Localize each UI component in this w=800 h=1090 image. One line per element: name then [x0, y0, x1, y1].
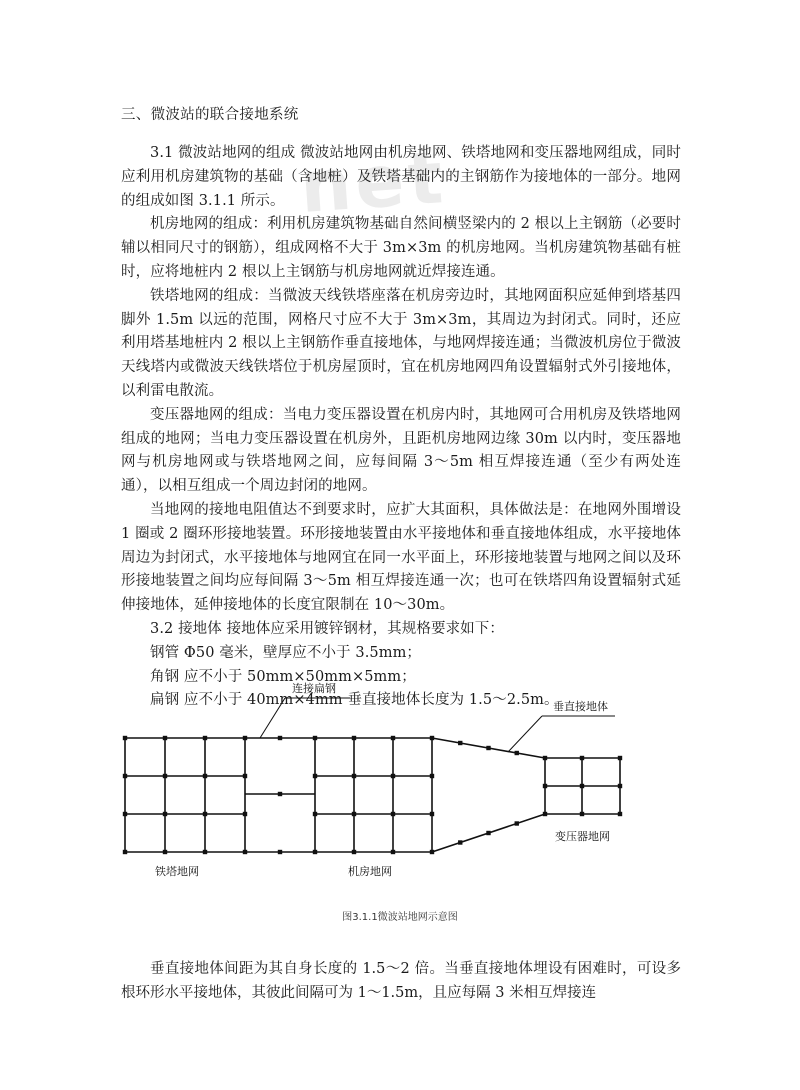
electrode-marker — [313, 774, 317, 778]
electrode-marker — [430, 850, 434, 854]
electrode-marker — [580, 812, 584, 816]
tower-grid — [125, 738, 245, 852]
electrode-marker — [618, 784, 622, 788]
electrode-marker — [430, 736, 434, 740]
paragraph: 3.2 接地体 接地体应采用镀锌钢材，其规格要求如下： — [150, 620, 504, 637]
electrode-marker — [203, 736, 207, 740]
figure-caption: 图3.1.1微波站地网示意图 — [342, 912, 458, 923]
paragraph: 垂直接地体间距为其自身长度的 1.5～2 倍。当垂直接地体埋设有困难时，可设多根环形水平接地体，其彼此间隔可为 1～1.5m，且应每隔 3 米相互焊接连 — [121, 961, 681, 1001]
electrode-marker — [543, 756, 547, 760]
watermark: net — [297, 134, 450, 230]
paragraph: 当地网的接地电阻值达不到要求时，应扩大其面积，具体做法是：在地网外围增设 1 圈或 2 圈环形接地装置。环形接地装置由水平接地体和垂直接地体组成，水平接地体周边为封闭式，水平接地体与地网宜在同一水平面上，环形接地装置与地网之间以及环形接地装置之间均应每间隔 3～5m 相互焊接连通一次；也可在铁塔四角设置辐射式延伸接地体，延伸接地体的长度宜限制在 10～30m。 — [121, 501, 681, 614]
label-tower-grid: 铁塔地网 — [155, 865, 199, 878]
vertical-electrode-markers — [123, 736, 622, 854]
electrode-marker — [123, 774, 127, 778]
tail-text — [121, 958, 681, 1006]
electrode-marker — [430, 774, 434, 778]
electrode-marker — [458, 840, 462, 844]
electrode-marker — [391, 812, 395, 816]
paragraph: 3.1 微波站地网的组成 微波站地网由机房地网、铁塔地网和变压器地网组成，同时应利用机房建筑物的基础（含地桩）及铁塔基础内的主钢筋作为接地体的一部分。地网的组成如图 3.1.1 所示。 — [121, 145, 681, 209]
electrode-marker — [203, 850, 207, 854]
body-text — [121, 142, 681, 713]
electrode-marker — [163, 850, 167, 854]
electrode-marker — [313, 736, 317, 740]
paragraph: 铁塔地网的组成：当微波天线铁塔座落在机房旁边时，其地网面积应延伸到塔基四脚外 1.5m 以远的范围，网格尺寸应不大于 3m×3m，其周边为封闭式。同时，还应利用塔基地桩内 2 根以上主钢筋作垂直接地体，与地网焊接连通；当微波机房位于微波天线塔内或微波天线铁塔位于机房屋顶时，宜在机房地网四角设置辐射式外引接地体，以利雷电散流。 — [121, 287, 681, 399]
paragraph: 机房地网的组成：利用机房建筑物基础自然间横竖梁内的 2 根以上主钢筋（必要时辅以相同尺寸的钢筋），组成网格不大于 3m×3m 的机房地网。当机房建筑物基础有桩时，应将地桩内 2 根以上主钢筋与机房地网就近焊接连通。 — [121, 216, 681, 280]
electrode-marker — [580, 784, 584, 788]
electrode-marker — [313, 850, 317, 854]
electrode-marker — [391, 850, 395, 854]
electrode-marker — [243, 774, 247, 778]
label-vertical-electrode: 垂直接地体 — [553, 700, 608, 713]
electrode-marker — [618, 812, 622, 816]
electrode-marker — [486, 746, 490, 750]
electrode-marker — [352, 736, 356, 740]
electrode-marker — [163, 774, 167, 778]
section-heading: 三、微波站的联合接地系统 — [121, 107, 299, 123]
electrode-marker — [163, 736, 167, 740]
electrode-marker — [203, 812, 207, 816]
electrode-marker — [203, 774, 207, 778]
electrode-marker — [278, 736, 282, 740]
electrode-marker — [618, 756, 622, 760]
electrode-marker — [278, 850, 282, 854]
electrode-marker — [352, 774, 356, 778]
electrode-marker — [458, 741, 462, 745]
spec-line: 扁钢 应不小于 40mm×4mm 垂直接地体长度为 1.5～2.5m。 — [150, 692, 559, 709]
electrode-marker — [243, 736, 247, 740]
electrode-marker — [515, 751, 519, 755]
electrode-marker — [243, 850, 247, 854]
electrode-marker — [352, 850, 356, 854]
electrode-marker — [243, 812, 247, 816]
electrode-marker — [278, 792, 282, 796]
electrode-marker — [391, 736, 395, 740]
electrode-marker — [543, 784, 547, 788]
spec-line: 钢管 Φ50 毫米，壁厚应不小于 3.5mm； — [150, 644, 422, 661]
grounding-grid-diagram — [110, 670, 710, 900]
electrode-marker — [430, 812, 434, 816]
electrode-marker — [515, 821, 519, 825]
label-connecting-bar: 连接扁钢 — [292, 682, 336, 695]
spec-line: 角钢 应不小于 50mm×50mm×5mm； — [150, 668, 416, 685]
room-grid — [315, 738, 432, 852]
electrode-marker — [123, 736, 127, 740]
electrode-marker — [313, 812, 317, 816]
label-room-grid: 机房地网 — [348, 865, 392, 878]
electrode-marker — [163, 812, 167, 816]
electrode-marker — [580, 756, 584, 760]
electrode-marker — [543, 812, 547, 816]
electrode-marker — [352, 812, 356, 816]
electrode-marker — [391, 774, 395, 778]
electrode-marker — [123, 812, 127, 816]
electrode-marker — [486, 831, 490, 835]
label-transformer-grid: 变压器地网 — [555, 830, 610, 843]
electrode-marker — [123, 850, 127, 854]
paragraph: 变压器地网的组成：当电力变压器设置在机房内时，其地网可合用机房及铁塔地网组成的地网；当电力变压器设置在机房外，且距机房地网边缘 30m 以内时，变压器地网与机房地网或与铁塔地网之间，应每间隔 3～5m 相互焊接连通（至少有两处连通），以相互组成一个周边封闭的地网。 — [121, 406, 681, 495]
